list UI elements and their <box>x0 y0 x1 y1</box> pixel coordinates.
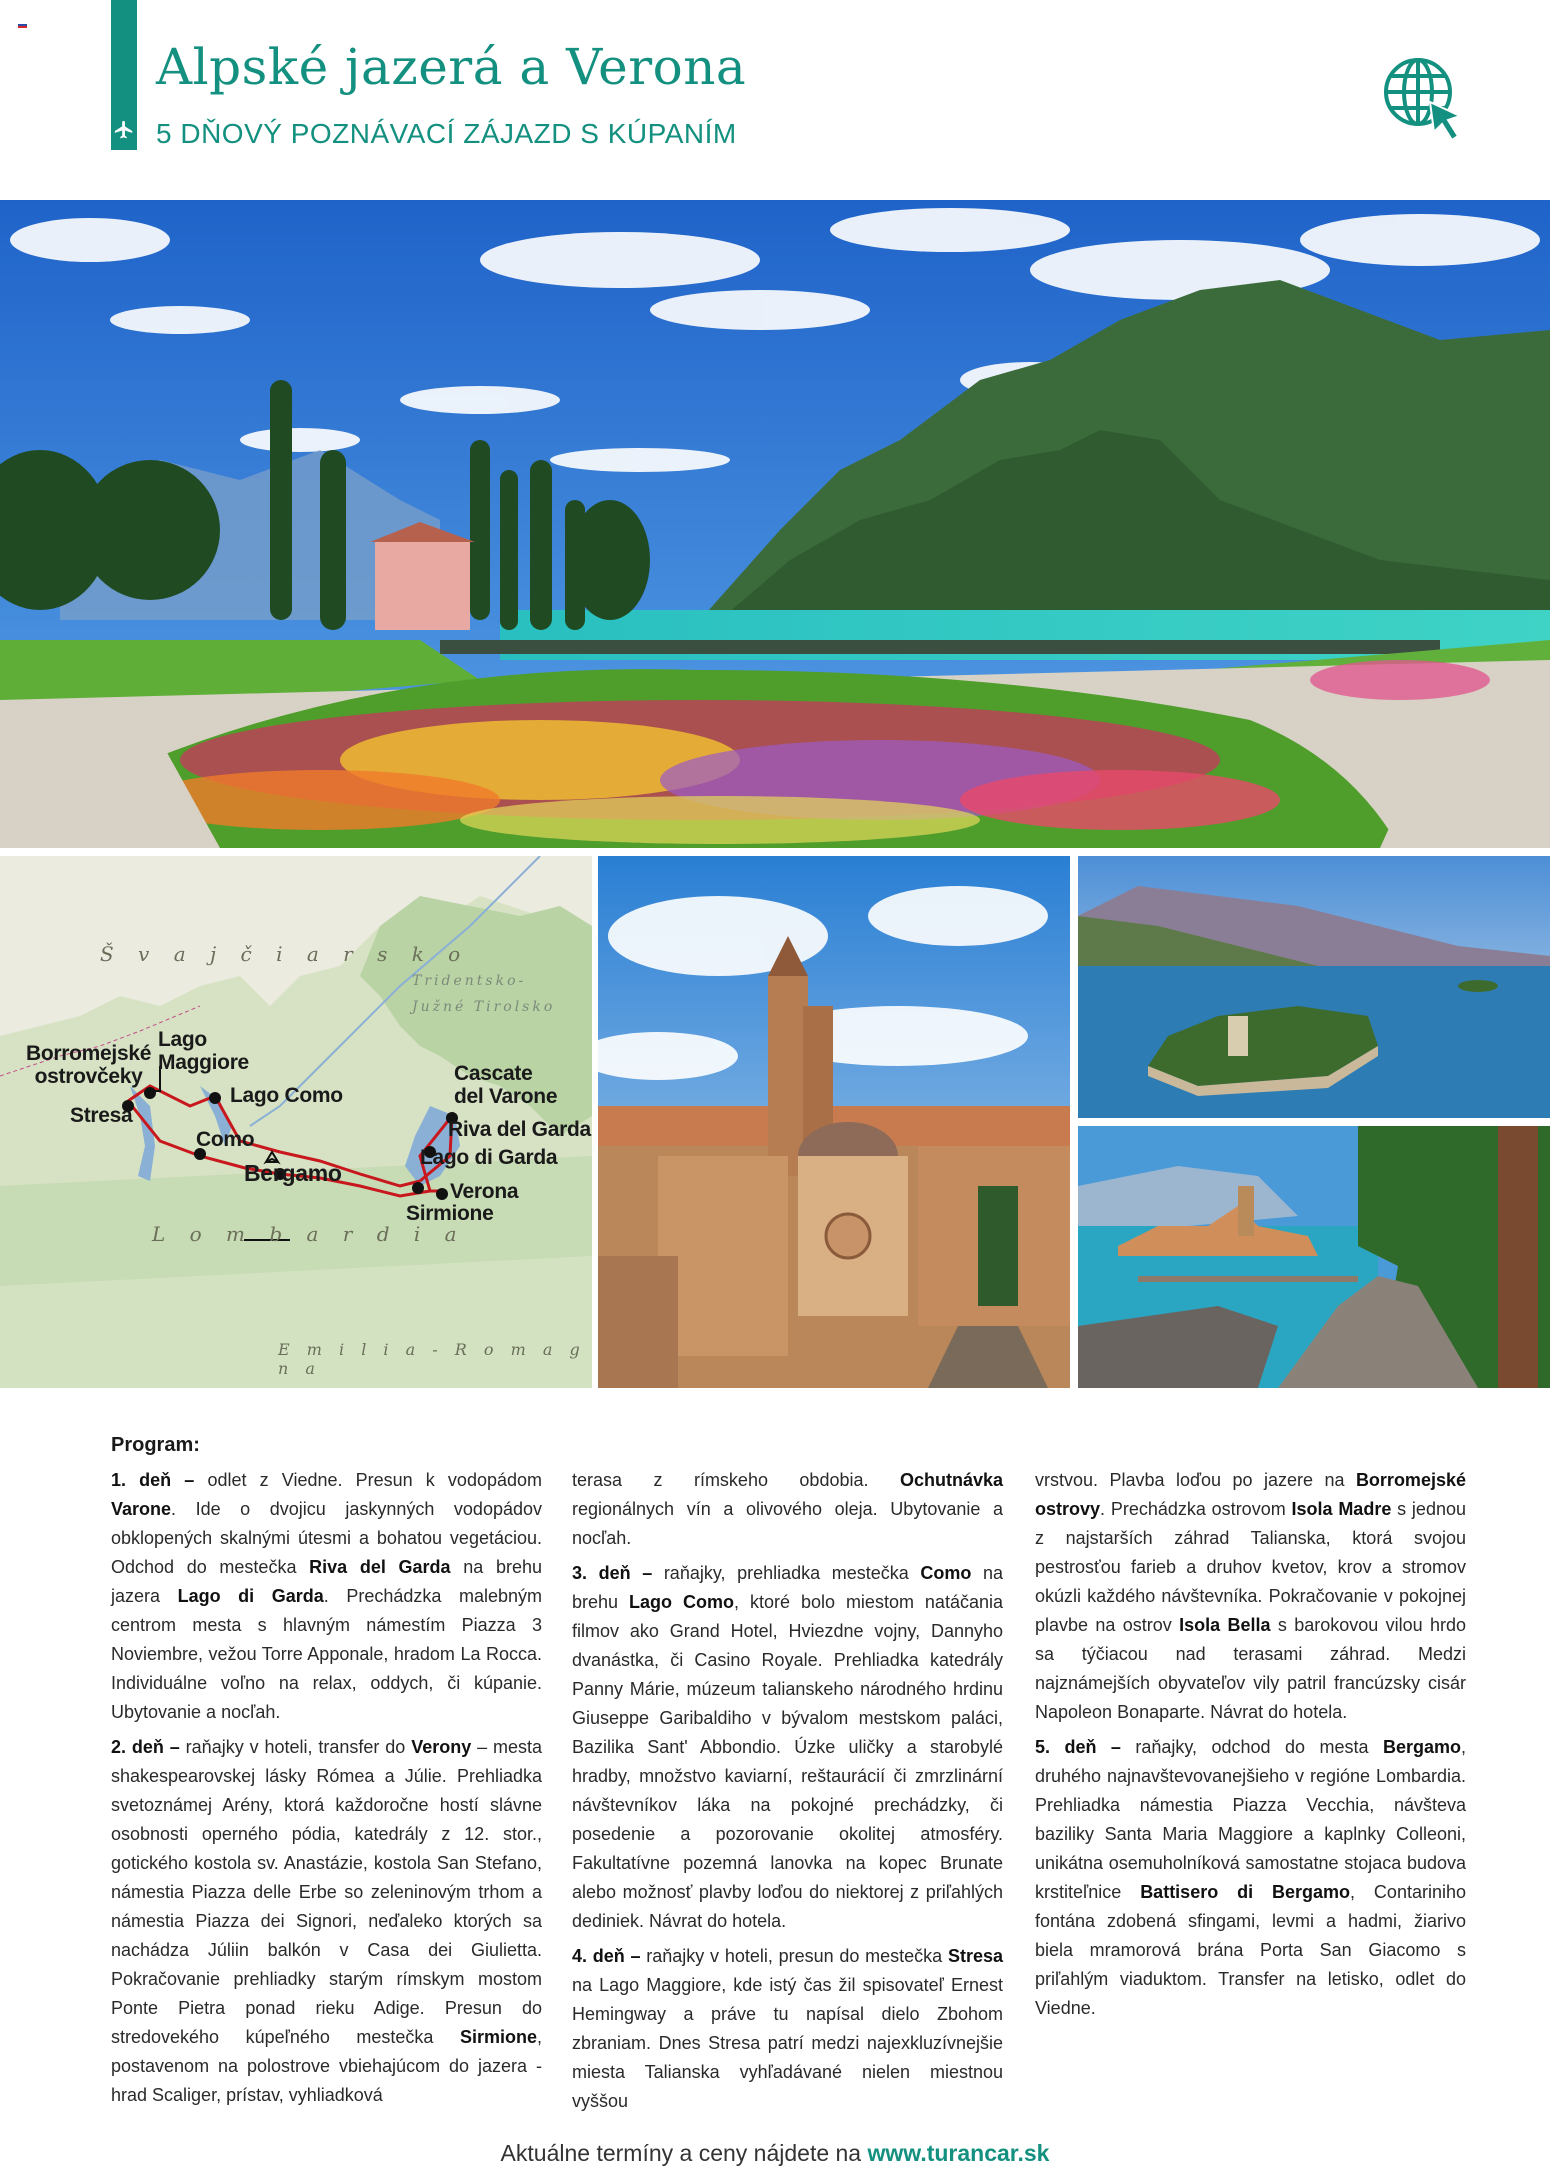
map-place-stresa: Stresa <box>70 1104 133 1127</box>
flag-icon <box>18 22 27 28</box>
map-place-borromean: Borromejské ostrovčeky <box>26 1042 152 1088</box>
isola-bella-photo <box>1078 856 1550 1118</box>
program-column-1 <box>111 1466 542 2116</box>
map-label-lombardy: L o m b a r d i a <box>152 1222 466 1246</box>
map-place-varone: Cascate del Varone <box>454 1062 558 1108</box>
program-column-3: vrstvou. Plavba loďou po jazere na Borromejské ostrovy. Prechádzka ostrovom Isola Madre s jednou z najstarších záhrad Talianska, ktorá svojou pestrosťou farieb a druhov kvetov, krov a stromov okúzli každého návštevníka. Pokračovanie v pokojnej plavbe na ostrov Isola Bella s barokovou vilou hrdo sa týčiacou nad terasami záhrad. Medzi najznámejších obyvateľov vily patril francúzsky cisár Napoleon Bonaparte. Návrat do hotela. 5. deň – raňajky, odchod do mesta Bergamo, druhého najnavštevovanejšieho v regióne Lombardia. Prehliadka námestia Piazza Vecchia, návšteva baziliky Santa Maria Maggiore a kaplnky Colleoni, unikátna osemuholníková samostatne stojaca budova krstiteľnice Battisero di Bergamo, Contariniho fontána zdobená sfingami, levmi a hadmi, žiarivo biela mramorová brána Porta San Giacomo s priľahlým viaduktom. Transfer na letisko, odlet do Viedne. <box>1035 1466 1466 2029</box>
map-label-emilia-romagna: E m i l i a - R o m a g n a <box>278 1340 586 1378</box>
bergamo-photo <box>598 856 1070 1388</box>
map-place-sirmione: Sirmione <box>406 1202 494 1225</box>
map-label-trentino-1: Tridentsko- <box>412 973 527 989</box>
map-label-trentino-2: Južné Tirolsko <box>412 999 556 1015</box>
map-place-como: Como <box>196 1128 255 1151</box>
hero-photo-lake-garda <box>0 200 1550 848</box>
map-place-lago-maggiore: Lago Maggiore <box>158 1028 249 1074</box>
globe-cursor-icon[interactable] <box>1382 56 1464 144</box>
program-day-4: 4. deň – raňajky v hoteli, presun do mestečka Stresa na Lago Maggiore, kde istý čas žil spisovateľ Ernest Hemingway a práve tu napísal dielo Zbohom zbraniam. Dnes Stresa patrí medzi najexkluzívnejšie miesta Talianska vyhľadávané nielen miestnou vyššou <box>572 1946 1003 2111</box>
program-title: Program: <box>111 1434 200 1456</box>
page-subtitle: 5 DŇOVÝ POZNÁVACÍ ZÁJAZD S KÚPANÍM <box>156 118 737 149</box>
program-day-2: 2. deň – raňajky v hoteli, transfer do Verony – mesta shakespearovskej lásky Rómea a Júlie. Prehliadka svetoznámej Arény, ktorá každoročne hostí slávne osobnosti operného pódia, katedrály z 12. stor., gotického kostola sv. Anastázie, kostola San Stefano, námestia Piazza delle Erbe so zeleninovým trhom a námestia Piazza dei Signori, neďaleko ktorých sa nachádza Júliin balkón v Casa dei Giulietta. Pokračovanie prehliadky starým rímskym mostom Ponte Pietra ponad rieku Adige. Presun do stredovekého kúpeľného mestečka Sirmione, postavenom na polostrove vbiehajúcom do jazera - hrad Scaliger, prístav, vyhliadková <box>111 1737 543 2105</box>
plane-icon <box>113 120 135 142</box>
footer-link[interactable]: www.turancar.sk <box>867 2140 1050 2166</box>
map-place-riva-del-garda: Riva del Garda <box>448 1118 591 1141</box>
lakeside-promenade-photo <box>1078 1126 1550 1388</box>
map-place-lago-di-garda: Lago di Garda <box>420 1146 558 1169</box>
route-map <box>0 856 592 1388</box>
program-day-1: 1. deň – odlet z Viedne. Presun k vodopádom Varone. Ide o dvojicu jaskynných vodopádov obklopených skalnými útesmi a bohatou vegetáciou. Odchod do mestečka Riva del Garda na brehu jazera Lago di Garda. Prechádzka malebným centrom mesta s hlavným námestím Piazza 3 Noviembre, vežou Torre Apponale, hradom La Rocca. Individuálne voľno na relax, oddych, či kúpanie. Ubytovanie a nocľah. <box>111 1470 542 1722</box>
map-place-bergamo: Bergamo <box>244 1160 342 1186</box>
program-column-2: terasa z rímskeho obdobia. Ochutnávka regionálnych vín a olivového oleja. Ubytovanie a nocľah. 3. deň – raňajky, prehliadka mestečka Como na brehu Lago Como, ktoré bolo miestom natáčania filmov ako Grand Hotel, Hviezdne vojny, Dannyho dvanástka, či Casino Royale. Prehliadka katedrály Panny Márie, múzeum talianskeho národného hrdinu Giuseppe Garibaldiho v bývalom mestskom paláci, Bazilika Sant' Abbondio. Úzke uličky a starobylé hradby, množstvo kaviarní, reštaurácií či zmrzlinární návštevníkov láka na pokojné prechádzky, či posedenie a pozorovanie okolitej atmosféry. Fakultatívne pozemná lanovka na kopec Brunate alebo možnosť plavby loďou do niektorej z priľahlých dediniek. Návrat do hotela. 4. deň – raňajky v hoteli, presun do mestečka Stresa na Lago Maggiore, kde istý čas žil spisovateľ Ernest Hemingway a práve tu napísal dielo Zbohom zbraniam. Dnes Stresa patrí medzi najexkluzívnejšie miesta Talianska vyhľadávané nielen miestnou vyššou <box>572 1466 1003 2122</box>
program-day-3: 3. deň – raňajky, prehliadka mestečka Como na brehu Lago Como, ktoré bolo miestom natáčania filmov ako Grand Hotel, Hviezdne vojny, Dannyho dvanástka, či Casino Royale. Prehliadka katedrály Panny Márie, múzeum talianskeho národného hrdinu Giuseppe Garibaldiho v bývalom mestskom paláci, Bazilika Sant' Abbondio. Úzke uličky a starobylé hradby, množstvo kaviarní, reštaurácií či zmrzlinární návštevníkov láka na pokojné prechádzky, či posedenie a pozorovanie okolitej atmosféry. Fakultatívne pozemná lanovka na kopec Brunate alebo možnosť plavby loďou do niektorej z priľahlých dediniek. Návrat do hotela. <box>572 1563 1003 1931</box>
footer-text: Aktuálne termíny a ceny nájdete na <box>500 2140 862 2166</box>
program-day-5: 5. deň – raňajky, odchod do mesta Bergamo, druhého najnavštevovanejšieho v regióne Lombardia. Prehliadka námestia Piazza Vecchia, návšteva baziliky Santa Maria Maggiore a kaplnky Colleoni, unikátna osemuholníková samostatne stojaca budova krstiteľnice Battisero di Bergamo, Contariniho fontána zdobená sfingami, levmi a hadmi, žiarivo biela mramorová brána Porta San Giacomo s priľahlým viaduktom. Transfer na letisko, odlet do Viedne. <box>1035 1737 1466 2018</box>
map-place-lago-como: Lago Como <box>230 1084 343 1107</box>
map-place-verona: Verona <box>450 1180 519 1203</box>
page-title: Alpské jazerá a Verona <box>156 38 747 96</box>
map-label-switzerland: Š v a j č i a r s k o <box>100 942 470 966</box>
footer <box>0 2140 1550 2167</box>
